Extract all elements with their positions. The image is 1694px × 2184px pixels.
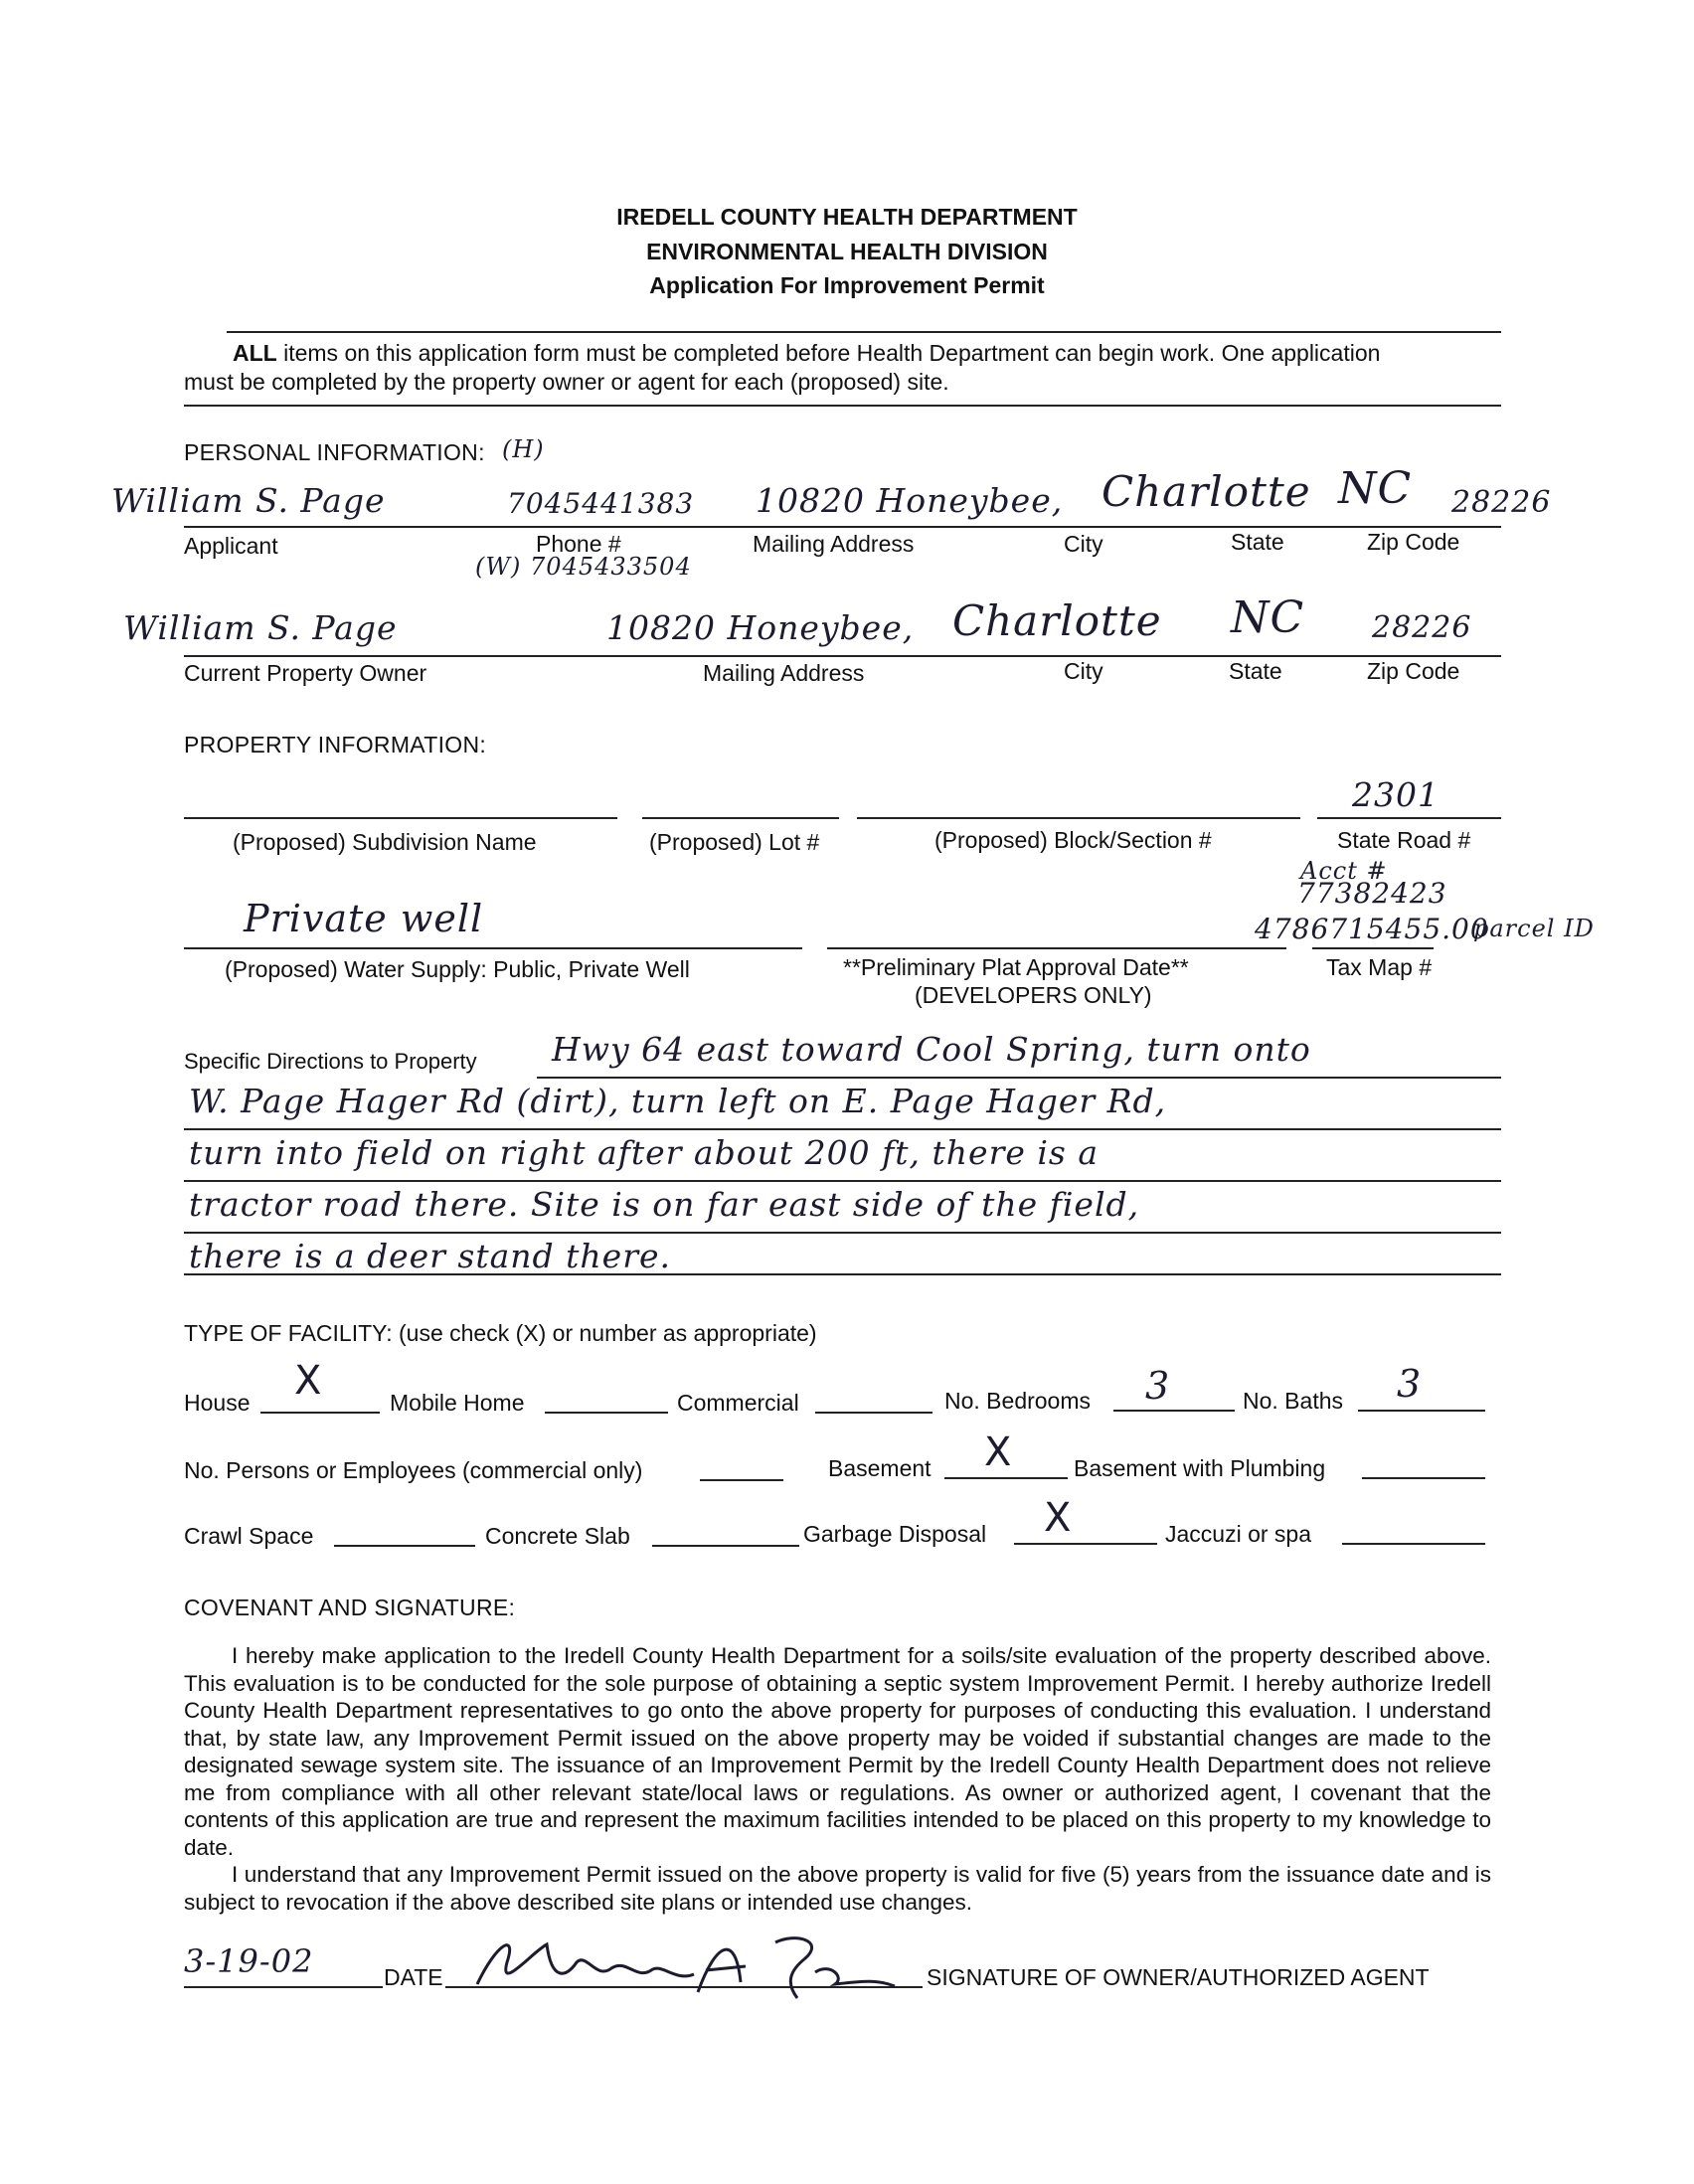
form-title: Application For Improvement Permit <box>649 272 1045 298</box>
facility-heading-row <box>184 1320 817 1347</box>
house-line <box>260 1412 380 1414</box>
directions-line-1: Hwy 64 east toward Cool Spring, turn onto <box>552 1030 1311 1069</box>
persons-label: No. Persons or Employees (commercial only) <box>184 1457 643 1483</box>
state-road-value: 2301 <box>1352 775 1440 814</box>
applicant-label: Applicant <box>184 533 278 559</box>
garbage-disposal-label: Garbage Disposal <box>803 1521 987 1547</box>
work-phone-value: (W) 7045433504 <box>475 553 692 581</box>
basement-line <box>944 1477 1068 1479</box>
phone-label: Phone # <box>536 531 621 557</box>
directions-line-3: turn into field on right after about 200 ft, there is a <box>189 1133 1100 1172</box>
property-info-heading: PROPERTY INFORMATION: <box>184 732 487 757</box>
account-note: Acct # <box>1300 857 1388 885</box>
directions-rule <box>184 1180 1501 1182</box>
baths-line <box>1358 1410 1485 1412</box>
state-road-label: State Road # <box>1337 827 1471 853</box>
division-title: ENVIRONMENTAL HEALTH DIVISION <box>646 239 1048 264</box>
mobile-home-label: Mobile Home <box>390 1390 525 1416</box>
covenant-paragraph-1: I hereby make application to the Iredell County Health Department for a soils/site evaluation of the property described above. This evaluation is to be conducted for the sole purpose of obtaining a septic system Improvement Permit. I hereby authorize Iredell County Health Department representatives to go onto the above property for purposes of conducting this evaluation. I understand that, by state law, any Improvement Permit issued on the above property may be voided if substantial changes are made to the designated sewage system site. The issuance of an Improvement Permit by the Iredell County Health Department does not relieve me from compliance with all other relevant state/local laws or regulations. As owner or authorized agent, I covenant that the contents of this application are true and represent the maximum facilities intended to be placed on this property to my knowledge to date. <box>184 1643 1491 1860</box>
water-line <box>184 947 802 949</box>
bedrooms-line <box>1113 1410 1235 1412</box>
account-value: 77382423 <box>1297 877 1447 910</box>
bedrooms-label: No. Bedrooms <box>944 1388 1092 1414</box>
garbage-disposal-check: X <box>1044 1495 1072 1541</box>
basement-plumbing-line <box>1362 1477 1485 1479</box>
date-line <box>184 1986 383 1988</box>
jacuzzi-label: Jaccuzi or spa <box>1165 1521 1312 1547</box>
owner-label: Current Property Owner <box>184 660 427 686</box>
owner-state-label: State <box>1229 658 1282 684</box>
concrete-slab-label: Concrete Slab <box>485 1523 630 1549</box>
mobile-home-line <box>545 1412 668 1414</box>
date-label: DATE <box>384 1964 443 1990</box>
directions-rule <box>184 1273 1501 1275</box>
applicant-name-value: William S. Page <box>111 481 386 520</box>
directions-line-5: there is a deer stand there. <box>189 1237 672 1275</box>
basement-plumbing-label: Basement with Plumbing <box>1074 1455 1326 1481</box>
subdivision-line <box>184 817 617 819</box>
basement-check: X <box>984 1429 1012 1475</box>
signature-image <box>437 1923 905 2002</box>
directions-rule <box>184 1128 1501 1130</box>
persons-line <box>700 1479 783 1481</box>
rule <box>184 405 1501 407</box>
directions-line-4: tractor road there. Site is on far east side of the field, <box>189 1185 1140 1224</box>
owner-city-value: Charlotte <box>952 596 1162 645</box>
parcel-id-note: parcel ID <box>1473 915 1595 942</box>
block-line <box>857 817 1300 819</box>
city-label: City <box>1064 531 1103 557</box>
house-label: House <box>184 1390 251 1416</box>
applicant-address-value: 10820 Honeybee, <box>756 481 1064 520</box>
concrete-slab-line <box>652 1545 799 1547</box>
phone-value: 7045441383 <box>507 487 695 520</box>
garbage-disposal-line <box>1014 1543 1157 1545</box>
directions-label: Specific Directions to Property <box>184 1049 477 1074</box>
owner-address-value: 10820 Honeybee, <box>606 608 915 647</box>
personal-info-heading: PERSONAL INFORMATION: <box>184 439 485 465</box>
lot-label: (Proposed) Lot # <box>649 829 820 855</box>
plat-label: **Preliminary Plat Approval Date** <box>843 954 1189 980</box>
covenant-heading: COVENANT AND SIGNATURE: <box>184 1595 516 1620</box>
directions-rule <box>184 1232 1501 1234</box>
facility-heading-note: (use check (X) or number as appropriate) <box>399 1320 817 1346</box>
state-road-line <box>1317 817 1501 819</box>
facility-heading: TYPE OF FACILITY: <box>184 1320 393 1346</box>
plat-sublabel: (DEVELOPERS ONLY) <box>915 982 1152 1008</box>
zip-label: Zip Code <box>1367 529 1460 555</box>
applicant-state-value: NC <box>1338 463 1413 514</box>
plat-line <box>827 947 1286 949</box>
signature-label: SIGNATURE OF OWNER/AUTHORIZED AGENT <box>927 1964 1430 1990</box>
water-supply-value: Private well <box>244 897 484 940</box>
basement-label: Basement <box>828 1455 932 1481</box>
owner-line <box>184 655 1501 657</box>
tax-map-label: Tax Map # <box>1326 954 1433 980</box>
applicant-zip-value: 28226 <box>1451 485 1552 520</box>
tax-line <box>1312 947 1434 949</box>
department-title: IREDELL COUNTY HEALTH DEPARTMENT <box>616 204 1078 230</box>
house-check: X <box>294 1358 322 1404</box>
intro-all: ALL <box>233 340 277 366</box>
subdivision-label: (Proposed) Subdivision Name <box>233 829 537 855</box>
intro-text-2: must be completed by the property owner or agent for each (proposed) site. <box>184 369 949 395</box>
bedrooms-value: 3 <box>1145 1364 1171 1408</box>
owner-city-label: City <box>1064 658 1103 684</box>
rule <box>227 331 1501 333</box>
applicant-line <box>184 526 1501 528</box>
owner-mailing-label: Mailing Address <box>703 660 865 686</box>
home-phone-mark: (H) <box>502 435 545 463</box>
baths-label: No. Baths <box>1243 1388 1343 1414</box>
covenant-paragraph-2: I understand that any Improvement Permit issued on the above property is valid for five (5) years from the issuance date and is subject to revocation if the above described site plans or intended use changes. <box>184 1862 1491 1915</box>
jacuzzi-line <box>1342 1543 1485 1545</box>
intro-line-1 <box>233 340 1380 367</box>
commercial-label: Commercial <box>677 1390 799 1416</box>
crawl-space-line <box>334 1545 475 1547</box>
intro-text-1: items on this application form must be completed before Health Department can begin work. One application <box>283 340 1381 366</box>
block-label: (Proposed) Block/Section # <box>934 827 1212 853</box>
signature-mark <box>437 1923 905 2002</box>
lot-line <box>642 817 839 819</box>
owner-name-value: William S. Page <box>123 608 398 647</box>
crawl-space-label: Crawl Space <box>184 1523 314 1549</box>
owner-zip-label: Zip Code <box>1367 658 1460 684</box>
tax-map-value: 4786715455.00 <box>1255 913 1489 945</box>
commercial-line <box>815 1412 932 1414</box>
owner-zip-value: 28226 <box>1372 610 1472 645</box>
date-value: 3-19-02 <box>184 1942 314 1980</box>
water-supply-label: (Proposed) Water Supply: Public, Private Well <box>225 956 690 982</box>
directions-line-2: W. Page Hager Rd (dirt), turn left on E. Page Hager Rd, <box>189 1082 1167 1120</box>
owner-state-value: NC <box>1231 592 1305 643</box>
state-label: State <box>1231 529 1284 555</box>
applicant-city-value: Charlotte <box>1101 467 1311 516</box>
covenant-text <box>184 1642 1491 1916</box>
baths-value: 3 <box>1397 1362 1423 1406</box>
mailing-address-label: Mailing Address <box>753 531 915 557</box>
directions-rule <box>537 1077 1501 1079</box>
